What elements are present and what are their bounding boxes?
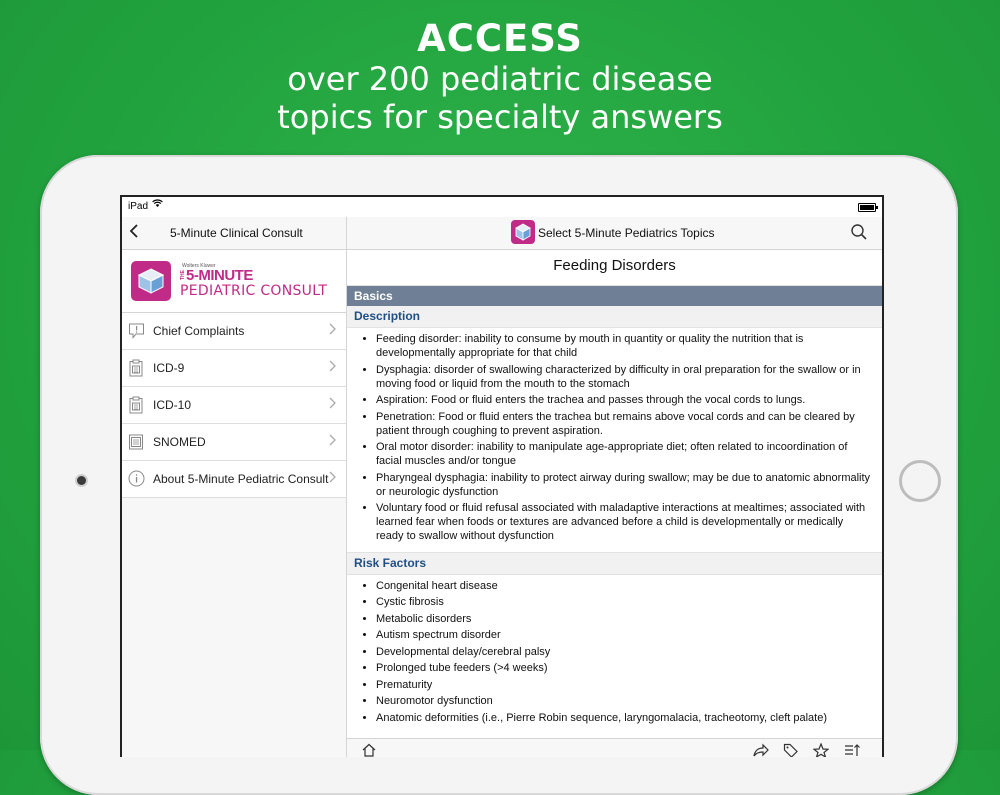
headline-line-2: over 200 pediatric disease [287, 60, 713, 98]
list-item: • Pharyngeal dysphagia: inability to protect airway during swallow; may be due to anatomic abnormality or neurologic dysfunction [376, 471, 872, 499]
status-bar [122, 197, 882, 217]
list-item: • Cystic fibrosis [376, 595, 872, 609]
battery-icon [858, 203, 876, 212]
camera-icon [77, 476, 86, 485]
list-item: • Prolonged tube feeders (>4 weeks) [376, 661, 872, 675]
app-logo-icon [131, 261, 171, 301]
menu-item-icd-10[interactable] [122, 387, 346, 424]
right-navbar [347, 217, 882, 250]
info-icon [128, 470, 144, 488]
device-label: iPad [128, 201, 149, 212]
brand-header [122, 250, 346, 313]
list-item: • Autism spectrum disorder [376, 628, 872, 642]
risk-factors-list [347, 575, 882, 734]
chevron-right-icon [329, 433, 336, 449]
right-pane [347, 217, 882, 757]
brand-the: THE [180, 270, 186, 280]
subheading-description: Description [347, 306, 882, 328]
list-item: • Feeding disorder: inability to consume by mouth in quantity or quality the nutrition that is developmentally appropriate for that child [376, 332, 872, 360]
clipboard-icon [128, 359, 144, 377]
list-item: • Penetration: Food or fluid enters the trachea but remains above vocal cords and can be cleared by patient through coughing to prevent aspiration. [376, 410, 872, 438]
brand-line-1: 5-MINUTE [186, 267, 253, 284]
list-item: • Dysphagia: disorder of swallowing characterized by difficulty in oral preparation for the swallow or in moving food or liquid from the mouth to the stomach [376, 363, 872, 391]
chevron-right-icon [329, 322, 336, 338]
clipboard-icon [128, 396, 144, 414]
menu-item-label: ICD-9 [153, 361, 185, 375]
menu-item-label: About 5-Minute Pediatric Consult [153, 472, 329, 486]
list-item: • Congenital heart disease [376, 579, 872, 593]
bottom-toolbar [347, 738, 882, 757]
list-item: • Neuromotor dysfunction [376, 694, 872, 708]
home-icon[interactable] [361, 743, 377, 757]
menu-item-chief-complaints[interactable] [122, 313, 346, 350]
list-item: • Oral motor disorder: inability to manipulate age-appropriate diet; often related to incoordination of facial muscles and/or tongue [376, 440, 872, 468]
list-item: • Anatomic deformities (i.e., Pierre Robin sequence, laryngomalacia, tracheotomy, cleft palate) [376, 711, 872, 725]
menu-item-label: ICD-10 [153, 398, 192, 412]
star-icon[interactable] [813, 743, 829, 757]
book-icon [128, 433, 144, 451]
app-screen [120, 195, 884, 757]
chevron-right-icon [329, 359, 336, 375]
share-icon[interactable] [752, 743, 770, 757]
chevron-right-icon [329, 470, 336, 486]
menu-item-label: SNOMED [153, 435, 206, 449]
left-nav-title: 5-Minute Clinical Consult [170, 226, 303, 240]
speech-bubble-icon [128, 322, 144, 340]
menu-item-snomed[interactable] [122, 424, 346, 461]
headline-title: ACCESS [417, 17, 583, 60]
search-icon[interactable] [850, 223, 868, 246]
left-pane [122, 217, 347, 757]
sort-icon[interactable] [844, 743, 860, 757]
list-item: • Voluntary food or fluid refusal associated with maladaptive interactions at mealtimes; associated with learned fear when foods or textures are advanced before a child is developmentally or medically ready to swallow without dysfunction [376, 501, 872, 543]
section-header-basics: Basics [347, 286, 882, 306]
menu-item-label: Chief Complaints [153, 324, 245, 338]
chevron-right-icon [329, 396, 336, 412]
list-item: • Metabolic disorders [376, 612, 872, 626]
topic-title: Feeding Disorders [347, 250, 882, 286]
list-item: • Aspiration: Food or fluid enters the trachea and passes through the vocal cords to lungs. [376, 393, 872, 407]
headline-line-3: topics for specialty answers [277, 98, 723, 136]
menu-item-about[interactable] [122, 461, 346, 498]
chevron-left-icon[interactable] [128, 220, 140, 248]
subheading-risk-factors: Risk Factors [347, 552, 882, 575]
menu-item-icd-9[interactable] [122, 350, 346, 387]
publisher-label: Wolters Kluwer [182, 263, 216, 269]
brand-line-2: PEDIATRIC CONSULT [180, 283, 328, 299]
list-item: • Developmental delay/cerebral palsy [376, 645, 872, 659]
home-button[interactable] [899, 460, 941, 502]
description-list [347, 328, 882, 552]
list-item: • Prematurity [376, 678, 872, 692]
promo-headline [0, 18, 1000, 136]
wifi-icon [152, 199, 163, 211]
app-logo-icon [511, 220, 535, 244]
tag-icon[interactable] [783, 743, 799, 757]
right-nav-title[interactable]: Select 5-Minute Pediatrics Topics [538, 226, 715, 240]
left-navbar [122, 217, 346, 250]
